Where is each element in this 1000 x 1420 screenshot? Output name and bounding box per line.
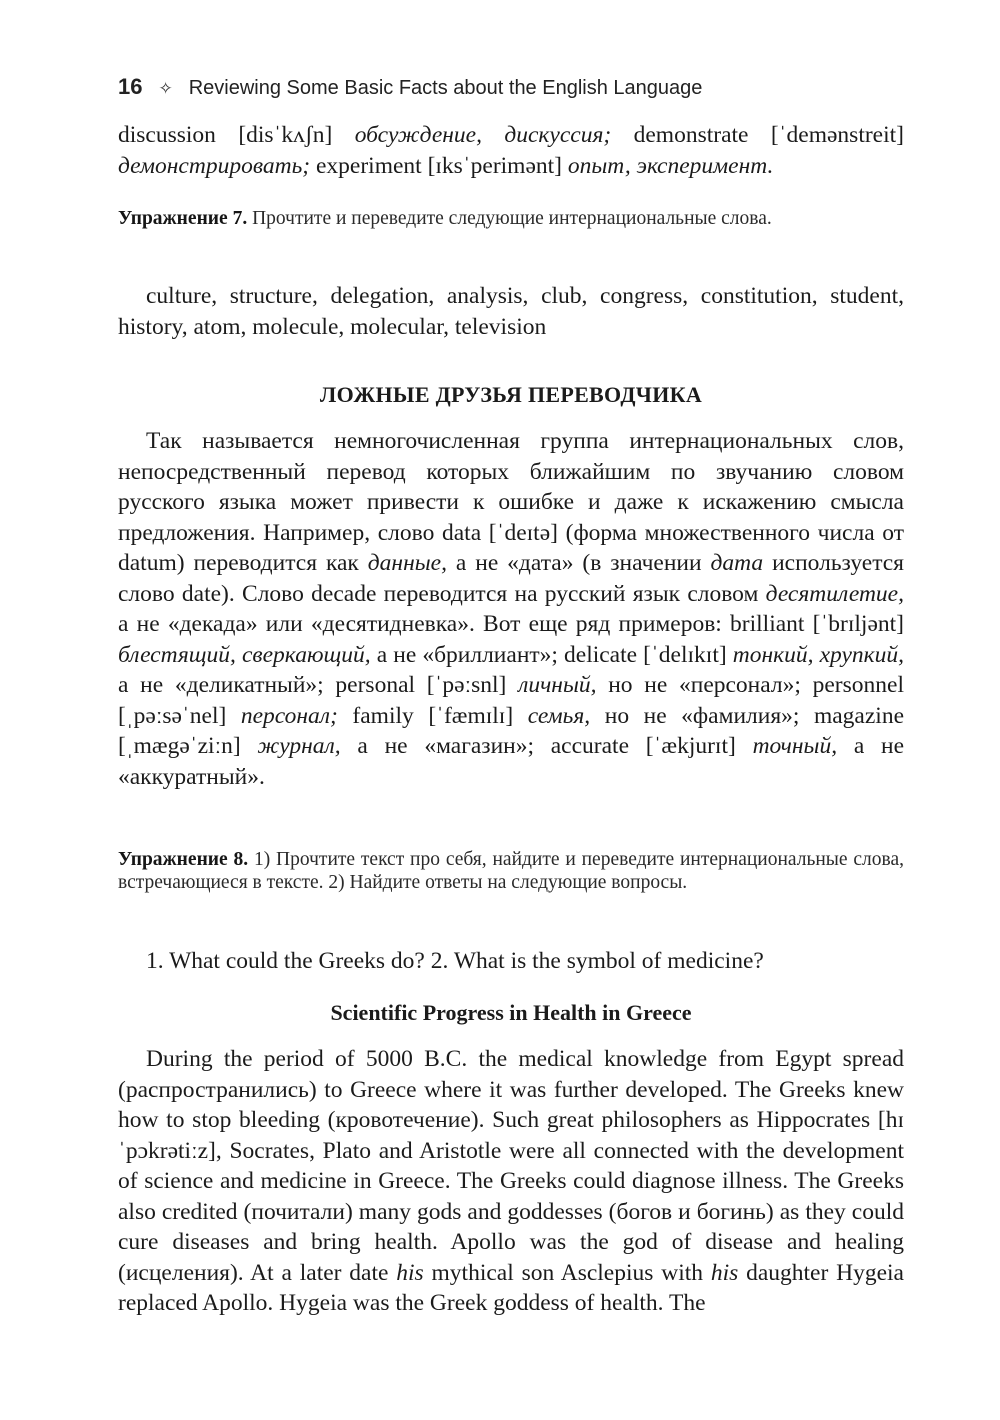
- questions-block: [118, 946, 904, 977]
- text-run: а не «магазин»; accurate [ˈækjurɪt]: [340, 733, 753, 759]
- text-run: но не «фамилия»; magazine [ˌmægəˈziːn]: [118, 702, 904, 759]
- italic-run: дата: [710, 550, 764, 576]
- bold-run: Упражнение 8.: [118, 849, 249, 870]
- italic-run: журнал,: [257, 733, 341, 759]
- greece-text-block: [118, 1044, 904, 1319]
- text-run: experiment [ɪksˈperimənt]: [310, 152, 568, 179]
- exercise-7-instruction: [118, 207, 904, 230]
- bold-run: Упражнение 7.: [118, 208, 248, 229]
- italic-run: семья,: [527, 702, 591, 729]
- text-run: а не «дата» (в значении: [446, 550, 711, 576]
- text-run: daughter Hygeia replaced Apollo. Hygeia was the Greek goddess of health. The: [118, 1259, 904, 1316]
- text-run: demonstrate [ˈdemənstreit]: [611, 122, 904, 148]
- text-run: но не «персонал»; personnel [ˌpəːsəˈnel]: [118, 672, 904, 729]
- text-run: During the period of 5000 B.C. the medical knowledge from Egypt spread (распространились) to Greece where it was further developed. The Greeks knew how to stop bleeding (кровотечение). Such great philosophers as Hippocrates [hɪˈpɔkrətiːz], Socrates, Plato and Aristotle were all connected with the development of science and medicine in Greece. The Greeks could diagnose illness. The Greeks also credited (почитали) many gods and goddesses (богов и богинь) as they could cure diseases and bring health. Apollo was the god of disease and healing (исцеления). At a later date: [118, 1046, 904, 1286]
- intro-paragraph-block: [118, 120, 904, 181]
- false-friends-heading-block: [118, 382, 904, 408]
- text-run: 1. What could the Greeks do? 2. What is the symbol of medicine?: [146, 948, 764, 974]
- text-run: а не «бриллиант»; delicate [ˈdelɪkɪt]: [370, 641, 733, 668]
- ornament-icon: ✧: [158, 79, 173, 99]
- italic-run: тонкий, хрупкий,: [732, 641, 905, 668]
- text-title: Scientific Progress in Health in Greece: [330, 1000, 692, 1025]
- false-friends-block: [118, 426, 904, 792]
- intro-paragraph: [118, 120, 904, 181]
- exercise-7-block: [118, 207, 904, 230]
- text-run: а не «декада» или «десятидневка». Вот еще ряд примеров: brilliant [ˈbrɪljənt]: [118, 611, 904, 637]
- italic-run: his: [396, 1259, 424, 1286]
- false-friends-paragraph: [118, 426, 904, 792]
- italic-run: обсуждение, дискуссия;: [354, 122, 612, 148]
- running-title: Reviewing Some Basic Facts about the English Language: [188, 77, 703, 99]
- text-run: family [ˈfæmɪlɪ]: [337, 702, 528, 729]
- greece-paragraph: [118, 1044, 904, 1319]
- questions-line: [118, 946, 904, 977]
- exercise-8-instruction: [118, 848, 904, 894]
- text-title-block: [118, 1000, 904, 1026]
- italic-run: личный,: [518, 672, 597, 698]
- italic-run: десятилетие,: [765, 580, 904, 607]
- text-run: mythical son Asclepius with: [423, 1259, 711, 1286]
- exercise-8-block: [118, 848, 904, 894]
- italic-run: точный,: [752, 733, 838, 759]
- word-list-block: [118, 281, 904, 342]
- italic-run: демонстрировать;: [118, 152, 311, 179]
- text-run: Прочтите и переведите следующие интернациональные слова.: [247, 208, 772, 229]
- text-run: discussion [disˈkʌʃn]: [118, 122, 355, 148]
- text-run: 1) Прочтите текст про себя, найдите и переведите интернациональные слова, встречающиеся в тексте. 2) Найдите ответы на следующие вопросы.: [118, 849, 904, 893]
- italic-run: опыт, эксперимент.: [567, 152, 774, 179]
- international-words-list: [118, 281, 904, 342]
- running-header: [118, 74, 918, 100]
- text-run: используется слово date). Слово decade переводится на русский язык словом: [118, 550, 904, 607]
- text-run: Так называется немногочисленная группа интернациональных слов, непосредственный перевод которых ближайшим по звучанию словом русского языка может привести к ошибке и даже к искажению смысла предложения. Например, слово data [ˈdeɪtə] (форма множественного числа от datum) переводится как: [118, 428, 904, 576]
- section-heading-false-friends: ЛОЖНЫЕ ДРУЗЬЯ ПЕРЕВОДЧИКА: [319, 382, 703, 407]
- italic-run: his: [710, 1259, 739, 1286]
- italic-run: персонал;: [240, 702, 338, 729]
- italic-run: блестящий, сверкающий,: [118, 641, 371, 668]
- text-run: а не «аккуратный».: [118, 733, 905, 790]
- text-run: а не «деликатный»; personal [ˈpəːsnl]: [118, 672, 519, 698]
- italic-run: данные,: [367, 550, 447, 576]
- text-run: culture, structure, delegation, analysis, club, congress, constitution, student, history, atom, molecule, molecular, television: [118, 283, 904, 340]
- page-number: 16: [118, 74, 143, 99]
